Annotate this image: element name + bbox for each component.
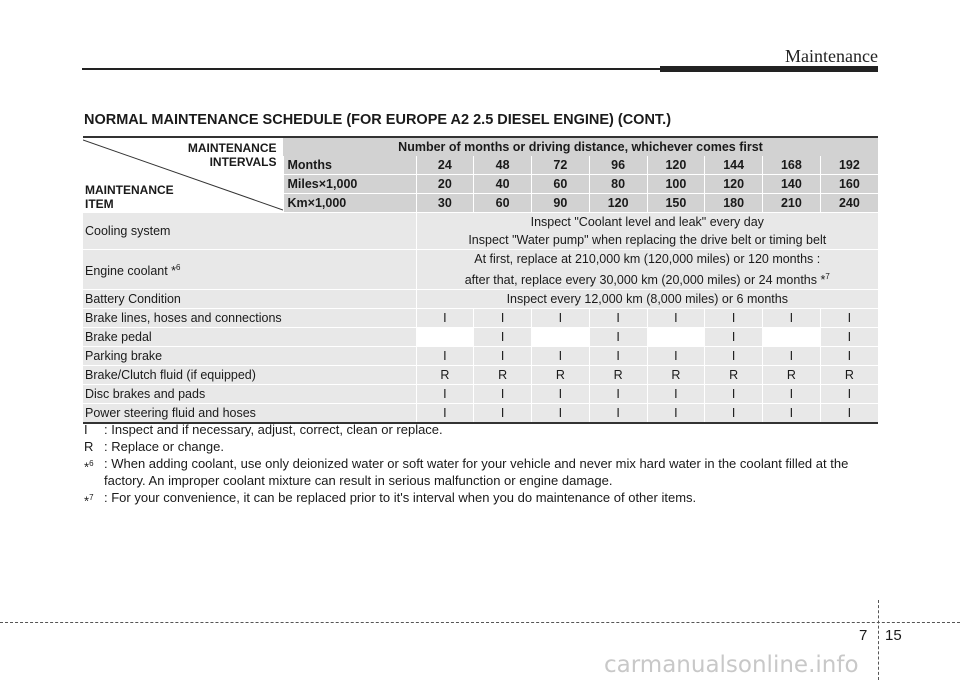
maintenance-item: Disc brakes and pads	[83, 385, 416, 404]
schedule-cell: I	[820, 404, 878, 424]
item-label: Battery Condition	[85, 292, 181, 307]
corner-intervals-label: MAINTENANCE INTERVALS	[187, 141, 277, 169]
maintenance-schedule-table	[83, 136, 878, 424]
schedule-cell: R	[589, 366, 647, 385]
description-text: after that, replace every 30,000 km (20,000 miles) or 24 months *	[464, 273, 826, 288]
footer-divider	[878, 600, 879, 680]
schedule-cell: I	[474, 347, 532, 366]
schedule-cell: I	[647, 309, 705, 328]
corner-item-label: MAINTENANCE ITEM	[85, 182, 174, 211]
schedule-cell: R	[474, 366, 532, 385]
interval-unit-label: Km×1,000	[283, 194, 416, 213]
interval-value: 120	[647, 156, 705, 175]
footnote-number: 6	[89, 459, 94, 468]
schedule-cell	[416, 328, 474, 347]
table-row	[83, 250, 878, 290]
table-row	[83, 213, 878, 250]
schedule-cell: I	[820, 309, 878, 328]
schedule-cell: R	[647, 366, 705, 385]
schedule-cell: I	[820, 385, 878, 404]
interval-unit-label: Miles×1,000	[283, 175, 416, 194]
maintenance-item: Brake lines, hoses and connections	[83, 309, 416, 328]
interval-value: 240	[820, 194, 878, 213]
schedule-cell: I	[705, 404, 763, 424]
interval-unit-label: Months	[283, 156, 416, 175]
interval-value: 168	[763, 156, 821, 175]
section-title: NORMAL MAINTENANCE SCHEDULE (FOR EUROPE A2 2.5 DIESEL ENGINE) (CONT.)	[84, 112, 672, 128]
schedule-cell: I	[763, 404, 821, 424]
page-number: 15	[885, 627, 902, 644]
interval-value: 140	[763, 175, 821, 194]
schedule-cell: I	[705, 309, 763, 328]
interval-value: 100	[647, 175, 705, 194]
schedule-cell: R	[416, 366, 474, 385]
item-label: Cooling system	[85, 224, 171, 238]
interval-value: 90	[532, 194, 590, 213]
schedule-cell: I	[474, 404, 532, 424]
schedule-cell: I	[820, 328, 878, 347]
schedule-cell: R	[763, 366, 821, 385]
schedule-cell: I	[532, 385, 590, 404]
footnote-ref: 7	[825, 272, 830, 281]
schedule-cell	[532, 328, 590, 347]
schedule-cell	[763, 328, 821, 347]
description-line: At first, replace at 210,000 km (120,000 miles) or 120 months :	[474, 252, 821, 266]
schedule-cell: I	[763, 309, 821, 328]
schedule-cell: I	[589, 385, 647, 404]
interval-value: 192	[820, 156, 878, 175]
schedule-cell: I	[416, 309, 474, 328]
legend-note	[84, 438, 879, 455]
interval-value: 180	[705, 194, 763, 213]
note-key	[84, 438, 104, 455]
maintenance-item: Parking brake	[83, 347, 416, 366]
interval-value: 150	[647, 194, 705, 213]
header-title: Maintenance	[785, 46, 878, 66]
schedule-cell: I	[763, 347, 821, 366]
schedule-cell: I	[416, 385, 474, 404]
interval-value: 20	[416, 175, 474, 194]
table-row	[83, 290, 878, 309]
interval-value: 120	[589, 194, 647, 213]
interval-value: 120	[705, 175, 763, 194]
header-rule-accent	[660, 66, 878, 72]
footnote-number: 7	[89, 493, 94, 502]
chapter-number: 7	[859, 627, 868, 644]
interval-value: 144	[705, 156, 763, 175]
note-key	[84, 455, 104, 489]
interval-value: 80	[589, 175, 647, 194]
table-row	[83, 347, 878, 366]
note-text: : Replace or change.	[104, 439, 224, 454]
schedule-cell: R	[532, 366, 590, 385]
description-line: Inspect "Coolant level and leak" every day	[530, 215, 764, 229]
description-text: Inspect "Water pump" when replacing the drive belt or timing belt	[468, 233, 827, 247]
schedule-cell: I	[474, 385, 532, 404]
note-symbol: *	[84, 493, 90, 509]
schedule-cell: I	[416, 347, 474, 366]
interval-value: 210	[763, 194, 821, 213]
schedule-cell: I	[705, 385, 763, 404]
watermark: carmanualsonline.info	[604, 652, 859, 678]
maintenance-item	[83, 250, 416, 290]
schedule-cell: I	[532, 404, 590, 424]
schedule-cell: I	[589, 309, 647, 328]
table-corner	[83, 137, 283, 213]
schedule-cell: I	[820, 347, 878, 366]
maintenance-item	[83, 290, 416, 309]
schedule-cell: I	[589, 328, 647, 347]
maintenance-item: Brake pedal	[83, 328, 416, 347]
schedule-description	[416, 213, 878, 250]
description-line	[417, 231, 879, 249]
note-text: : For your convenience, it can be replaced prior to it's interval when you do maintenance of other items.	[104, 490, 697, 505]
legend-notes	[84, 421, 879, 509]
interval-value: 72	[532, 156, 590, 175]
table-caption: Number of months or driving distance, whichever comes first	[283, 137, 878, 156]
footer-rule	[0, 622, 960, 623]
maintenance-item: Brake/Clutch fluid (if equipped)	[83, 366, 416, 385]
interval-value: 60	[532, 175, 590, 194]
note-key	[84, 421, 104, 438]
schedule-description	[416, 250, 878, 290]
schedule-cell: I	[647, 347, 705, 366]
interval-value: 24	[416, 156, 474, 175]
legend-note	[84, 421, 879, 438]
note-text: : When adding coolant, use only deionized water or soft water for your vehicle and never mix hard water in the coolant filled at the factory. An improper coolant mixture can result in serious malfunction or engine damage.	[104, 456, 849, 488]
maintenance-item	[83, 213, 416, 250]
footnote-ref: 6	[176, 263, 181, 272]
legend-note	[84, 489, 879, 509]
interval-value: 60	[474, 194, 532, 213]
interval-value: 160	[820, 175, 878, 194]
schedule-cell: I	[416, 404, 474, 424]
schedule-cell: I	[705, 347, 763, 366]
interval-value: 96	[589, 156, 647, 175]
schedule-cell: R	[705, 366, 763, 385]
note-symbol: I	[84, 422, 88, 437]
interval-value: 48	[474, 156, 532, 175]
schedule-cell: I	[589, 347, 647, 366]
schedule-cell: I	[532, 347, 590, 366]
interval-value: 30	[416, 194, 474, 213]
schedule-cell: I	[474, 309, 532, 328]
schedule-cell: I	[647, 385, 705, 404]
legend-note	[84, 455, 879, 489]
schedule-cell	[647, 328, 705, 347]
note-symbol: R	[84, 439, 94, 454]
description-line	[417, 268, 879, 289]
item-label: Engine coolant *	[85, 264, 177, 279]
note-symbol: *	[84, 459, 90, 475]
schedule-cell: I	[705, 328, 763, 347]
schedule-cell: I	[763, 385, 821, 404]
interval-value: 40	[474, 175, 532, 194]
schedule-description	[416, 290, 878, 309]
table-row	[83, 385, 878, 404]
table-row	[83, 328, 878, 347]
header-rule	[82, 68, 660, 70]
schedule-cell: I	[474, 328, 532, 347]
schedule-cell: R	[820, 366, 878, 385]
schedule-cell: I	[647, 404, 705, 424]
note-text: : Inspect and if necessary, adjust, correct, clean or replace.	[104, 422, 443, 437]
maintenance-item: Power steering fluid and hoses	[83, 404, 416, 424]
note-key	[84, 489, 104, 509]
table-row	[83, 309, 878, 328]
schedule-cell: I	[532, 309, 590, 328]
schedule-cell: I	[589, 404, 647, 424]
table-row	[83, 366, 878, 385]
description-line: Inspect every 12,000 km (8,000 miles) or 6 months	[506, 292, 788, 307]
